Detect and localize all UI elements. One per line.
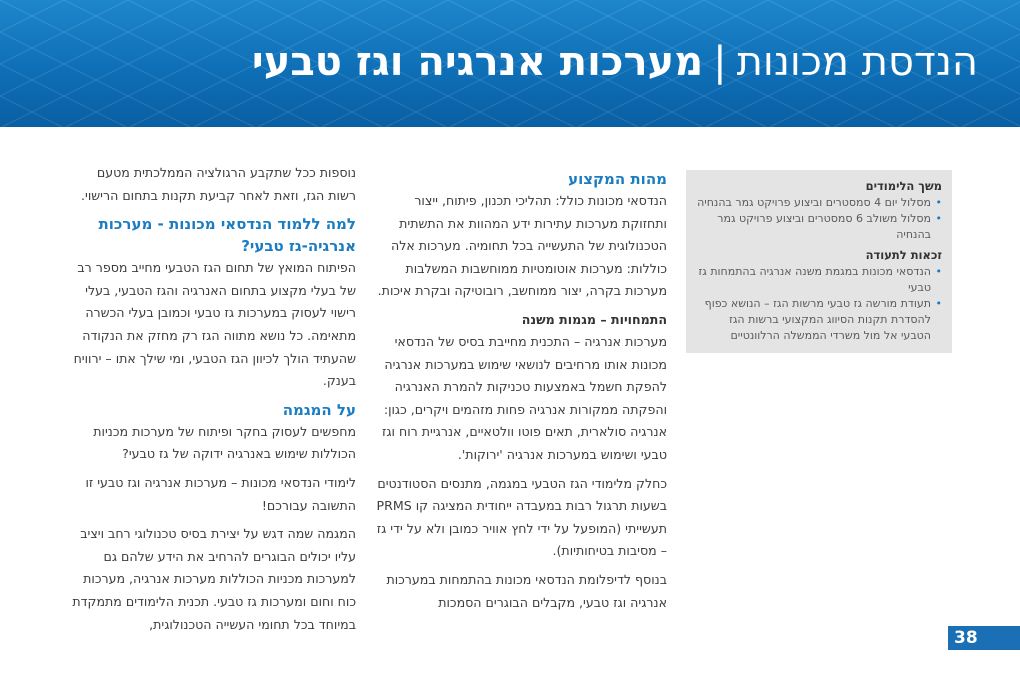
- about-paragraph-3: המגמה שמה דגש על יצירת בסיס טכנולוגי רחב ויציב עליו יכולים הבוגרים להרחיב את הידע שלהם גם למערכות מכניות הכוללות מערכות אנרגיה, מערכות כוח וחום ומערכות גז טבעי. תכנית הלימודים מתמקדת במיוחד בכל תחומי העשייה הטכנולוגית,: [72, 526, 356, 632]
- list-item: • תעודת מורשה גז טבעי מרשות הגז – הנושא כפוף להסדרת תקנות הסיווג המקצועי ברשות הגז הטבעי אל מול משרדי הממשלה הרלוונטיים: [704, 297, 942, 342]
- title-separator: |: [713, 39, 727, 85]
- page-number: 38: [948, 626, 1020, 650]
- bullet-icon: •: [935, 265, 942, 278]
- about-paragraph-1: מחפשים לעסוק בחקר ופיתוח של מערכות מכניות הכוללות שימוש באנרגיה ידוקה של גז טבעי?: [93, 423, 356, 462]
- certificate-heading: זכאות לתעודה: [865, 248, 942, 262]
- training-paragraph: כחלק מלימודי הגז הטבעי במגמה, מתנסים הסטודנטים בשעות תרגול רבות במעבדה ייחודית המציגה קו PRMS תעשייתי (המופעל על ידי לחץ אוויר כמובן ולא על ידי גז – מסיבות בטיחותיות).: [376, 475, 667, 559]
- about-heading: על המגמה: [282, 400, 356, 419]
- specializations-heading: התמחויות – מגמות משנה: [521, 311, 667, 327]
- list-item: • מסלול יום 4 סמסטרים וביצוע פרויקט גמר בהנחיה: [697, 196, 942, 209]
- addition-paragraph: בנוסף לדיפלומת הנדסאי מכונות בהתמחות במערכות אנרגיה וגז טבעי, מקבלים הבוגרים הסמכות: [386, 571, 667, 610]
- certificate-list: [696, 264, 942, 344]
- bullet-icon: •: [935, 212, 942, 225]
- duration-heading: משך הלימודים: [865, 179, 942, 193]
- about-paragraph-2: לימודי הנדסאי מכונות – מערכות אנרגיה וגז טבעי זו התשובה עבורכם!: [85, 474, 356, 513]
- header-banner: [0, 0, 1020, 127]
- page-title: [252, 34, 978, 90]
- energy-paragraph: מערכות אנרגיה – התכנית מחייבת בסיס של הנדסאי מכונות אותו מרחיבים לנושאי שימוש במערכות אנרגיה להפקת חשמל באמצעות טכניקות להמרת האנרגיה והפקתה ממקורות אנרגיה פחות מזהמים ויקרים, כגון: אנרגיה סולארית, תאים פוטו וולטאיים, אנרגיית רוח וגז טבעי ושימוש במערכות אנרגיה 'ירוקות'.: [382, 333, 667, 462]
- title-topic: מערכות אנרגיה וגז טבעי: [251, 39, 704, 85]
- bullet-icon: •: [935, 196, 942, 209]
- middle-column: [375, 168, 667, 620]
- profession-heading: מהות המקצוע: [568, 170, 667, 188]
- bullet-icon: •: [935, 297, 942, 310]
- title-field: הנדסת מכונות: [736, 39, 978, 85]
- why-heading: למה ללמוד הנדסאי מכונות - מערכות אנרגיה-גז טבעי?: [98, 215, 356, 256]
- program-info-box: [686, 170, 952, 353]
- why-paragraph: הפיתוח המואץ של תחום הגז הטבעי מחייב מספר רב של בעלי מקצוע בתחום האנרגיה והגז הטבעי, בעלי רישוי לעסוק במערכות גז טבעי וכמובן בעלי הכשרה מתאימה. כל נושא מתווה הגז רק מחזק את הנקודה שהעתיד הולך לכיוון הגז הטבעי, ומי שילך אתו – ירוויח בענק.: [73, 260, 356, 389]
- continuation-paragraph: נוספות ככל שתקבע הרגולציה הממלכתית מטעם רשות הגז, וזאת לאחר קביעת תקנות בתחום הרישוי.: [81, 165, 356, 203]
- left-column: [68, 162, 356, 642]
- list-item: • הנדסאי מכונות במגמת משנה אנרגיה בהתמחות גז טבעי: [698, 265, 942, 294]
- list-item: • מסלול משולב 6 סמסטרים וביצוע פרויקט גמר בהנחיה: [717, 212, 942, 241]
- duration-list: [696, 195, 942, 243]
- profession-paragraph: הנדסאי מכונות כולל: תהליכי תכנון, פיתוח, ייצור ותחזוקת מערכות עתירות ידע המהוות את התשתית הטכנולוגית של התעשייה בכל תחומיה. מערכות אלה כוללות: מערכות אוטומטיות ממוחשבות המשלבות מערכות בקרה, יצור ממוחשב, רובוטיקה ובקרת איכות.: [377, 193, 667, 299]
